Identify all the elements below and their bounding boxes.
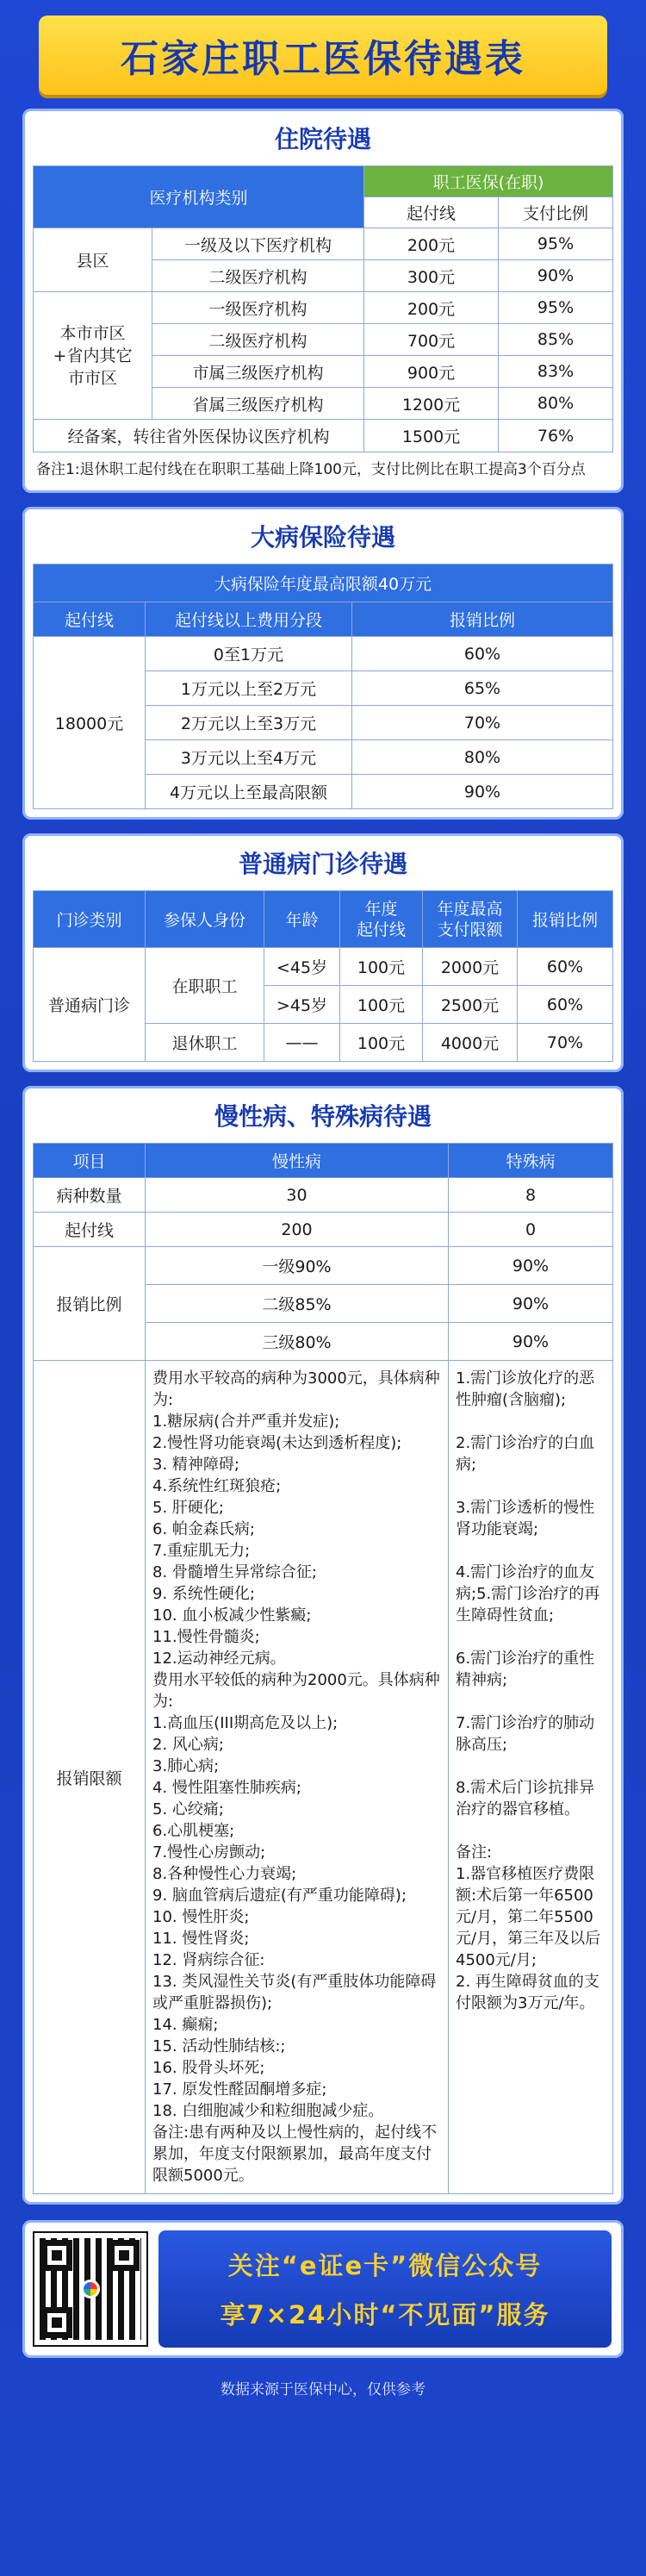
hospital-col-threshold: 起付线 — [364, 197, 499, 228]
table-cell: 76% — [499, 420, 613, 452]
table-cell: 200元 — [364, 292, 499, 324]
table-cell: 一级及以下医疗机构 — [152, 228, 364, 260]
table-cell: 85% — [499, 324, 613, 356]
table-cell: >45岁 — [264, 986, 340, 1024]
table-cell: 200元 — [364, 228, 499, 260]
table-cell: 70% — [518, 1024, 613, 1062]
table-cell: 300元 — [364, 260, 499, 292]
table-cell: —— — [264, 1024, 340, 1062]
chronic-limit-text: 费用水平较高的病种为3000元，具体病种为: 1.糖尿病(合并严重并发症); 2.慢性肾功能衰竭(未达到透析程度); 3. 精神障碍; 4.系统性红斑狼疮; 5. 肝硬化; 6. 帕金森氏病; 7.重症肌无力; 8. 骨髓增生异常综合征; 9. 系统性硬化; 10. 血小板减少性紫癜; 11.慢性骨髓炎; 12.运动神经元病。 费用水平较低的病种为2000元。具体病种为: 1.高血压(III期高危及以上); 2. 风心病; 3.肺心病; 4. 慢性阻塞性肺疾病; 5. 心绞痛; 6.心肌梗塞; 7.慢性心房颤动; 8.各种慢性心力衰竭; 9. 脑血管病后遗症(有严重功能障碍); 10. 慢性肝炎; 11. 慢性肾炎; 12. 肾病综合征: 13. 类风湿性关节炎(有严重肢体功能障碍或严重脏器损伤); 14. 癫痫; 15. 活动性肺结核:; 16. 股骨头坏死; 17. 原发性醛固酮增多症; 18. 白细胞减少和粒细胞减少症。 备注:患有两种及以上慢性病的，起付线不累加，年度支付限额累加，最高年度支付限额5000元。 — [146, 1361, 449, 2194]
table-cell: 1200元 — [364, 388, 499, 420]
table-cell: 一级90% — [146, 1247, 449, 1285]
hospital-card — [22, 109, 624, 493]
table-cell: <45岁 — [264, 948, 340, 986]
table-cell: 700元 — [364, 324, 499, 356]
qr-logo-icon — [81, 2280, 100, 2298]
chronic-count-label: 病种数量 — [34, 1178, 146, 1213]
table-cell: 80% — [352, 740, 613, 775]
chronic-col-chronic: 慢性病 — [146, 1144, 449, 1178]
table-cell: 二级85% — [146, 1285, 449, 1323]
table-cell: 70% — [352, 706, 613, 740]
table-cell: 90% — [449, 1323, 613, 1361]
hospital-col-ratio: 支付比例 — [499, 197, 613, 228]
promo-line-2: 享7×24小时“不见面”服务 — [220, 2300, 550, 2330]
table-cell: 90% — [449, 1285, 613, 1323]
special-limit-text: 1.需门诊放化疗的恶性肿瘤(含脑瘤); 2.需门诊治疗的白血病; 3.需门诊透析的慢性肾功能衰竭; 4.需门诊治疗的血友病;5.需门诊治疗的再生障碍性贫血; 6.需门诊治疗的重性精神病; 7.需门诊治疗的肺动脉高压; 8.需术后门诊抗排异治疗的器官移植。 备注: 1.器官移植医疗费限额:术后第一年6500元/月，第二年5500元/月，第三年及以后4500元/月; 2. 再生障碍贫血的支付限额为3万元/年。 — [449, 1361, 613, 2194]
hospital-note: 备注1:退休职工起付线在在职职工基础上降100元，支付比例比在职工提高3个百分点 — [36, 461, 586, 478]
serious-title: 大病保险待遇 — [250, 523, 395, 552]
chronic-threshold-label: 起付线 — [34, 1213, 146, 1247]
serious-card — [22, 507, 624, 820]
table-cell: 95% — [499, 292, 613, 324]
serious-limit-header: 大病保险年度最高限额40万元 — [34, 564, 613, 602]
table-cell: 一级医疗机构 — [152, 292, 364, 324]
chronic-card — [22, 1086, 624, 2205]
source-note: 数据来源于医保中心，仅供参考 — [221, 2381, 425, 2398]
serious-col-threshold: 起付线 — [34, 602, 146, 637]
table-cell: 1万元以上至2万元 — [146, 671, 352, 706]
hospital-col-category: 医疗机构类别 — [34, 166, 364, 228]
promo-panel — [158, 2230, 612, 2348]
chronic-title: 慢性病、特殊病待遇 — [214, 1102, 432, 1131]
outpatient-employed: 在职职工 — [146, 948, 264, 1024]
chronic-col-special: 特殊病 — [449, 1144, 613, 1178]
footer-box — [22, 2220, 624, 2358]
outpatient-category: 普通病门诊 — [34, 948, 146, 1062]
table-cell: 二级医疗机构 — [152, 260, 364, 292]
chronic-col-item: 项目 — [34, 1144, 146, 1178]
table-cell: 2万元以上至3万元 — [146, 706, 352, 740]
qr-eye-icon — [109, 2240, 140, 2271]
table-cell: 80% — [499, 388, 613, 420]
table-cell: 83% — [499, 356, 613, 388]
serious-col-segment: 起付线以上费用分段 — [146, 602, 352, 637]
table-cell: 65% — [352, 671, 613, 706]
table-cell: 1500元 — [364, 420, 499, 452]
table-cell: 90% — [352, 775, 613, 809]
outpatient-col-category: 门诊类别 — [34, 891, 146, 948]
chronic-table — [33, 1143, 613, 2194]
table-cell: 95% — [499, 228, 613, 260]
table-cell: 200 — [146, 1213, 449, 1247]
table-cell: 60% — [352, 637, 613, 671]
table-cell: 4万元以上至最高限额 — [146, 775, 352, 809]
outpatient-table — [33, 890, 613, 1062]
serious-col-ratio: 报销比例 — [352, 602, 613, 637]
outpatient-col-ratio: 报销比例 — [518, 891, 613, 948]
hospital-title: 住院待遇 — [274, 125, 371, 153]
table-cell: 90% — [499, 260, 613, 292]
table-cell: 100元 — [340, 948, 423, 986]
qr-eye-icon — [41, 2307, 72, 2338]
table-cell: 8 — [449, 1178, 613, 1213]
hospital-table — [33, 165, 613, 452]
table-cell: 省属三级医疗机构 — [152, 388, 364, 420]
table-cell: 市属三级医疗机构 — [152, 356, 364, 388]
chronic-limit-label: 报销限额 — [34, 1361, 146, 2194]
table-cell: 三级80% — [146, 1323, 449, 1361]
serious-threshold-value: 18000元 — [34, 637, 146, 809]
chronic-ratio-label: 报销比例 — [34, 1247, 146, 1361]
serious-table — [33, 564, 613, 809]
outpatient-title: 普通病门诊待遇 — [238, 850, 407, 878]
title-banner — [39, 16, 607, 95]
promo-line-1: 关注“e证e卡”微信公众号 — [227, 2251, 543, 2280]
table-cell: 90% — [449, 1247, 613, 1285]
outpatient-col-limit: 年度最高 支付限额 — [423, 891, 518, 948]
table-cell: 2500元 — [423, 986, 518, 1024]
table-cell: 60% — [518, 986, 613, 1024]
table-cell: 30 — [146, 1178, 449, 1213]
table-cell: 4000元 — [423, 1024, 518, 1062]
outpatient-retired: 退休职工 — [146, 1024, 264, 1062]
table-cell: 60% — [518, 948, 613, 986]
qr-code-icon[interactable] — [34, 2233, 146, 2345]
table-cell: 0 — [449, 1213, 613, 1247]
outpatient-col-threshold: 年度 起付线 — [340, 891, 423, 948]
filed-row-label: 经备案，转往省外医保协议医疗机构 — [34, 420, 364, 452]
table-cell: 900元 — [364, 356, 499, 388]
hospital-col-group: 职工医保(在职) — [364, 166, 613, 197]
outpatient-col-age: 年龄 — [264, 891, 340, 948]
table-cell: 100元 — [340, 1024, 423, 1062]
outpatient-col-identity: 参保人身份 — [146, 891, 264, 948]
outpatient-card — [22, 833, 624, 1072]
page-title: 石家庄职工医保待遇表 — [121, 37, 525, 81]
table-cell: 100元 — [340, 986, 423, 1024]
table-cell: 0至1万元 — [146, 637, 352, 671]
table-cell: 3万元以上至4万元 — [146, 740, 352, 775]
table-cell: 2000元 — [423, 948, 518, 986]
city-label: 本市市区 +省内其它 市市区 — [34, 292, 152, 420]
qr-eye-icon — [41, 2240, 72, 2271]
county-label: 县区 — [34, 228, 152, 292]
table-cell: 二级医疗机构 — [152, 324, 364, 356]
